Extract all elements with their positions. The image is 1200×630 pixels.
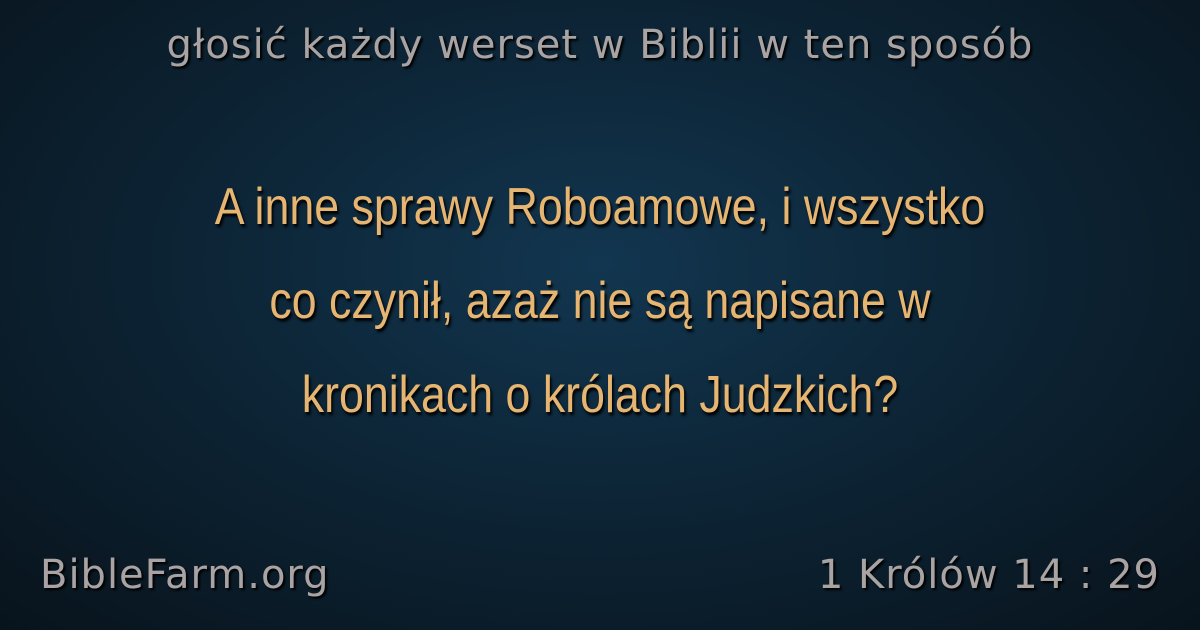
site-name: BibleFarm.org [40, 552, 330, 598]
tagline: głosić każdy werset w Biblii w ten sposób [166, 22, 1034, 68]
verse-text [127, 160, 1073, 442]
verse-line: kronikach o królach Judzkich? [301, 366, 899, 424]
verse-reference: 1 Królów 14 : 29 [817, 552, 1160, 598]
verse-line: A inne sprawy Roboamowe, i wszystko [214, 178, 986, 236]
verse-line: co czynił, azaż nie są napisane w [269, 272, 931, 330]
